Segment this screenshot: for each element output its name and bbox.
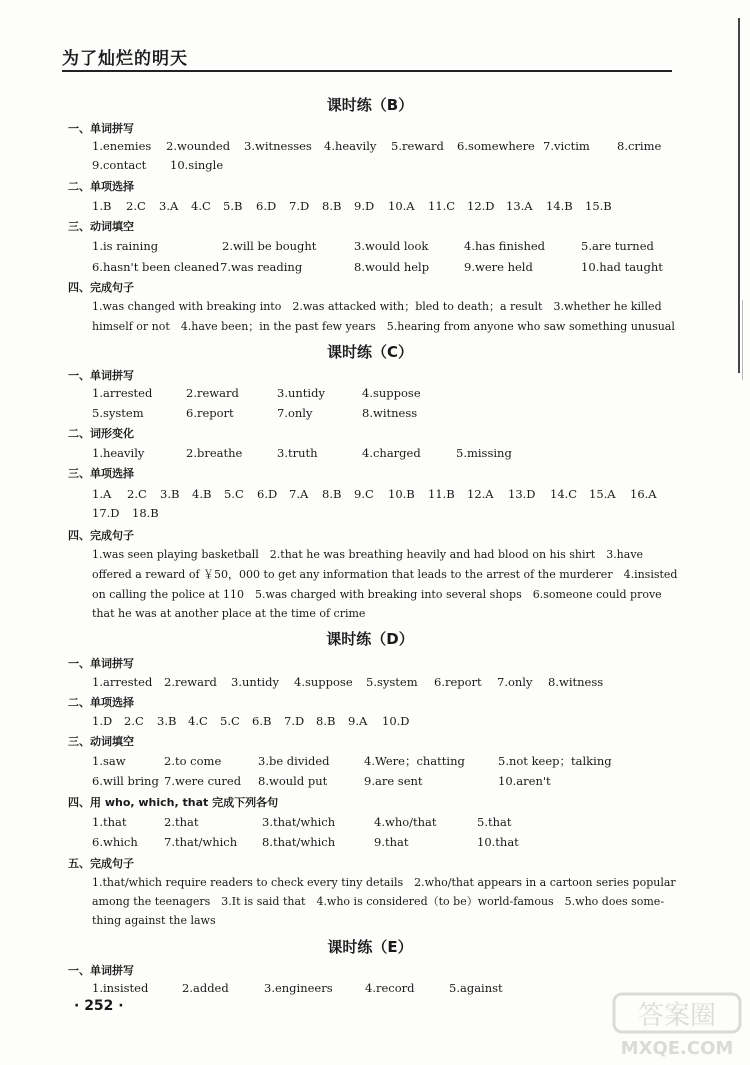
answer: 5.B — [223, 199, 243, 213]
answer: 11.B — [428, 487, 455, 501]
answer: 6.hasn't been cleaned — [92, 260, 220, 274]
answer-line: offered a reward of ￥50，000 to get any information that leads to the arrest of the murderer 4.insisted — [92, 568, 678, 581]
section-title-c: 课时练（C） — [326, 343, 413, 361]
answer: 4.B — [192, 487, 212, 501]
answer-line: 1.was seen playing basketball 2.that he was breathing heavily and had blood on his shirt 3.have — [92, 548, 644, 561]
answer: 2.breathe — [186, 446, 243, 460]
answer: 10.had taught — [581, 260, 663, 274]
answer: 1.heavily — [92, 446, 145, 460]
answer: 7.D — [284, 714, 305, 728]
answer-line: among the teenagers 3.It is said that 4.who is considered（to be）world-famous 5.who does some- — [92, 895, 665, 908]
answer: 8.crime — [617, 139, 662, 153]
answer: 3.be divided — [258, 754, 330, 768]
section-title-e: 课时练（E） — [327, 938, 413, 956]
answer: 8.B — [322, 487, 342, 501]
answer: 9.A — [348, 714, 368, 728]
answer: 2.reward — [186, 386, 239, 400]
answer: 4.suppose — [294, 675, 353, 689]
answer: 5.that — [477, 815, 512, 829]
running-header: 为了灿烂的明天 — [62, 49, 188, 69]
answer: 9.were held — [464, 260, 533, 274]
answer-line: that he was at another place at the time of crime — [92, 607, 366, 620]
answer: 1.arrested — [92, 675, 153, 689]
answer: 12.D — [467, 199, 495, 213]
answer: 3.untidy — [231, 675, 279, 689]
answer: 3.witnesses — [244, 139, 312, 153]
answer: 10.single — [170, 158, 224, 172]
answer: 7.only — [497, 675, 533, 689]
answer: 5.against — [449, 981, 503, 995]
heading-d-choice: 二、单项选择 — [68, 696, 134, 709]
heading-b-spelling: 一、单词拼写 — [68, 122, 134, 135]
heading-c-sentences: 四、完成句子 — [68, 529, 134, 542]
answer: 5.C — [224, 487, 244, 501]
answer: 10.A — [388, 199, 415, 213]
answer: 3.B — [157, 714, 177, 728]
answer-line: 1.was changed with breaking into 2.was attacked with；bled to death；a result 3.whether he killed — [92, 300, 662, 313]
answer: 7.A — [289, 487, 309, 501]
answer: 9.C — [354, 487, 374, 501]
answer: 6.somewhere — [457, 139, 535, 153]
answer: 6.D — [256, 199, 277, 213]
answer: 6.report — [434, 675, 482, 689]
page-number: · 252 · — [74, 998, 124, 1014]
answer: 2.to come — [164, 754, 222, 768]
answer: 7.victim — [543, 139, 590, 153]
answer: 1.insisted — [92, 981, 149, 995]
answer: 14.B — [546, 199, 573, 213]
answer: 5.C — [220, 714, 240, 728]
answer: 4.Were；chatting — [364, 754, 465, 768]
answer: 2.C — [124, 714, 144, 728]
answer: 8.B — [316, 714, 336, 728]
answer: 1.D — [92, 714, 113, 728]
answer: 2.that — [164, 815, 199, 829]
answer: 9.contact — [92, 158, 147, 172]
answer: 4.record — [365, 981, 415, 995]
answer: 2.will be bought — [222, 239, 317, 253]
answer: 2.C — [126, 199, 146, 213]
answer: 10.D — [382, 714, 410, 728]
answer: 2.wounded — [166, 139, 231, 153]
answer: 1.is raining — [92, 239, 159, 253]
answer: 5.reward — [391, 139, 444, 153]
answer-line: himself or not 4.have been；in the past few years 5.hearing from anyone who saw something unusual — [92, 320, 675, 333]
answer: 4.charged — [362, 446, 421, 460]
answer: 10.that — [477, 835, 519, 849]
answer: 4.C — [191, 199, 211, 213]
answer: 1.enemies — [92, 139, 152, 153]
watermark-url: MXQE.COM — [620, 1038, 734, 1059]
answer: 11.C — [428, 199, 456, 213]
answer: 4.suppose — [362, 386, 421, 400]
heading-d-verbs: 三、动词填空 — [68, 735, 134, 748]
answer: 7.only — [277, 406, 313, 420]
answer: 15.A — [589, 487, 616, 501]
header-rule — [62, 70, 672, 72]
watermark-text: 答案圈 — [637, 1001, 717, 1031]
answer: 6.will bring — [92, 774, 159, 788]
answer: 1.A — [92, 487, 112, 501]
heading-c-choice: 三、单项选择 — [68, 467, 134, 480]
answer: 4.who/that — [374, 815, 437, 829]
answer-line: thing against the laws — [92, 914, 216, 927]
answer: 3.that/which — [262, 815, 336, 829]
answer: 7.that/which — [164, 835, 238, 849]
answer: 9.are sent — [364, 774, 423, 788]
answer: 13.D — [508, 487, 536, 501]
answer: 4.C — [188, 714, 208, 728]
answer: 2.C — [127, 487, 147, 501]
heading-b-sentences: 四、完成句子 — [68, 281, 134, 294]
answer: 1.arrested — [92, 386, 153, 400]
heading-d-relative: 四、用 who, which, that 完成下列各句 — [68, 796, 279, 809]
answer: 9.D — [354, 199, 375, 213]
answer: 1.saw — [92, 754, 126, 768]
heading-e-spelling: 一、单词拼写 — [68, 964, 134, 977]
answer: 5.are turned — [581, 239, 654, 253]
heading-b-choice: 二、单项选择 — [68, 180, 134, 193]
watermark-logo — [612, 990, 742, 1060]
answer: 10.B — [388, 487, 415, 501]
answer: 5.not keep；talking — [498, 754, 612, 768]
answer: 5.missing — [456, 446, 512, 460]
answer: 7.was reading — [220, 260, 303, 274]
answer: 4.has finished — [464, 239, 546, 253]
answer: 14.C — [550, 487, 578, 501]
binding-edge-shadow — [742, 300, 743, 380]
answer-line: on calling the police at 110 5.was charged with breaking into several shops 6.someone could prove — [92, 588, 662, 601]
answer: 16.A — [630, 487, 657, 501]
answer: 5.system — [92, 406, 144, 420]
answer: 2.added — [182, 981, 229, 995]
answer-line: 1.that/which require readers to check every tiny details 2.who/that appears in a cartoon series popular — [92, 876, 676, 889]
answer: 8.would help — [354, 260, 430, 274]
answer: 7.D — [289, 199, 310, 213]
section-title-b: 课时练（B） — [326, 96, 414, 114]
heading-d-spelling: 一、单词拼写 — [68, 657, 134, 670]
answer: 8.would put — [258, 774, 328, 788]
answer: 8.witness — [362, 406, 418, 420]
answer: 3.B — [160, 487, 180, 501]
heading-b-verbs: 三、动词填空 — [68, 220, 134, 233]
answer: 17.D — [92, 506, 120, 520]
heading-d-sentences: 五、完成句子 — [68, 857, 134, 870]
answer: 6.which — [92, 835, 138, 849]
answer: 3.untidy — [277, 386, 325, 400]
answer: 6.B — [252, 714, 272, 728]
answer: 8.that/which — [262, 835, 336, 849]
answer: 6.report — [186, 406, 234, 420]
answer: 8.witness — [548, 675, 604, 689]
answer: 3.engineers — [264, 981, 333, 995]
answer: 5.system — [366, 675, 418, 689]
answer: 12.A — [467, 487, 494, 501]
answer: 3.would look — [354, 239, 429, 253]
heading-c-spelling: 一、单词拼写 — [68, 369, 134, 382]
answer: 9.that — [374, 835, 409, 849]
answer: 8.B — [322, 199, 342, 213]
binding-edge-line — [738, 18, 740, 373]
answer: 3.A — [159, 199, 179, 213]
heading-c-forms: 二、词形变化 — [68, 427, 134, 440]
answer: 4.heavily — [324, 139, 377, 153]
answer: 13.A — [506, 199, 533, 213]
answer: 7.were cured — [164, 774, 242, 788]
answer: 10.aren't — [498, 774, 551, 788]
answer: 2.reward — [164, 675, 217, 689]
answer: 18.B — [132, 506, 159, 520]
section-title-d: 课时练（D） — [326, 630, 414, 648]
answer: 1.that — [92, 815, 127, 829]
answer: 3.truth — [277, 446, 318, 460]
answer: 15.B — [585, 199, 612, 213]
answer: 6.D — [257, 487, 278, 501]
answer: 1.B — [92, 199, 112, 213]
